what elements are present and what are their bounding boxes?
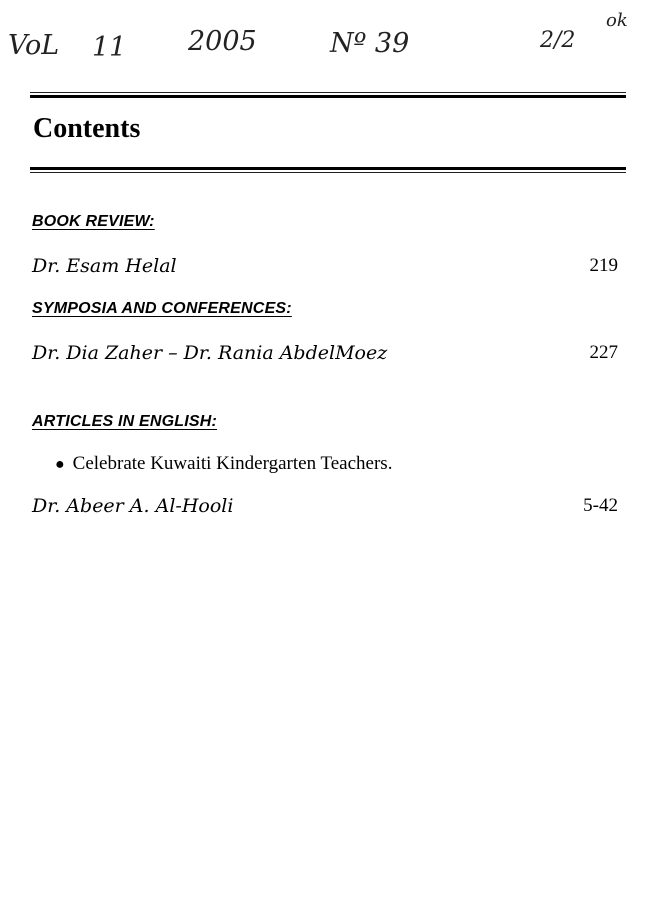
page-title: Contents xyxy=(33,113,141,144)
entry-page-number: 227 xyxy=(589,342,618,363)
entry-page-number: 5-42 xyxy=(583,495,618,516)
handwritten-year: 2005 xyxy=(188,26,257,57)
section-heading-book-review: BOOK REVIEW: xyxy=(32,213,155,230)
handwritten-fraction: 2/2 xyxy=(540,28,576,53)
entry-author: Dr. Esam Helal xyxy=(32,255,177,277)
handwritten-issue: Nº 39 xyxy=(330,28,410,59)
handwritten-ok: ok xyxy=(606,10,628,31)
article-title xyxy=(55,453,392,475)
section-heading-symposia: SYMPOSIA AND CONFERENCES: xyxy=(32,300,292,317)
entry-author: Dr. Abeer A. Al-Hooli xyxy=(32,495,234,517)
entry-author: Dr. Dia Zaher – Dr. Rania AbdelMoez xyxy=(32,342,388,364)
section-heading-articles: ARTICLES IN ENGLISH: xyxy=(32,413,218,430)
article-title-text: Celebrate Kuwaiti Kindergarten Teachers. xyxy=(72,453,393,474)
handwritten-volume-number: 11 xyxy=(92,32,127,63)
bullet-icon: ● xyxy=(55,456,65,473)
top-rule xyxy=(30,92,626,98)
entry-page-number: 219 xyxy=(589,255,618,276)
handwritten-volume: VoL xyxy=(8,30,60,61)
title-rule xyxy=(30,165,626,173)
